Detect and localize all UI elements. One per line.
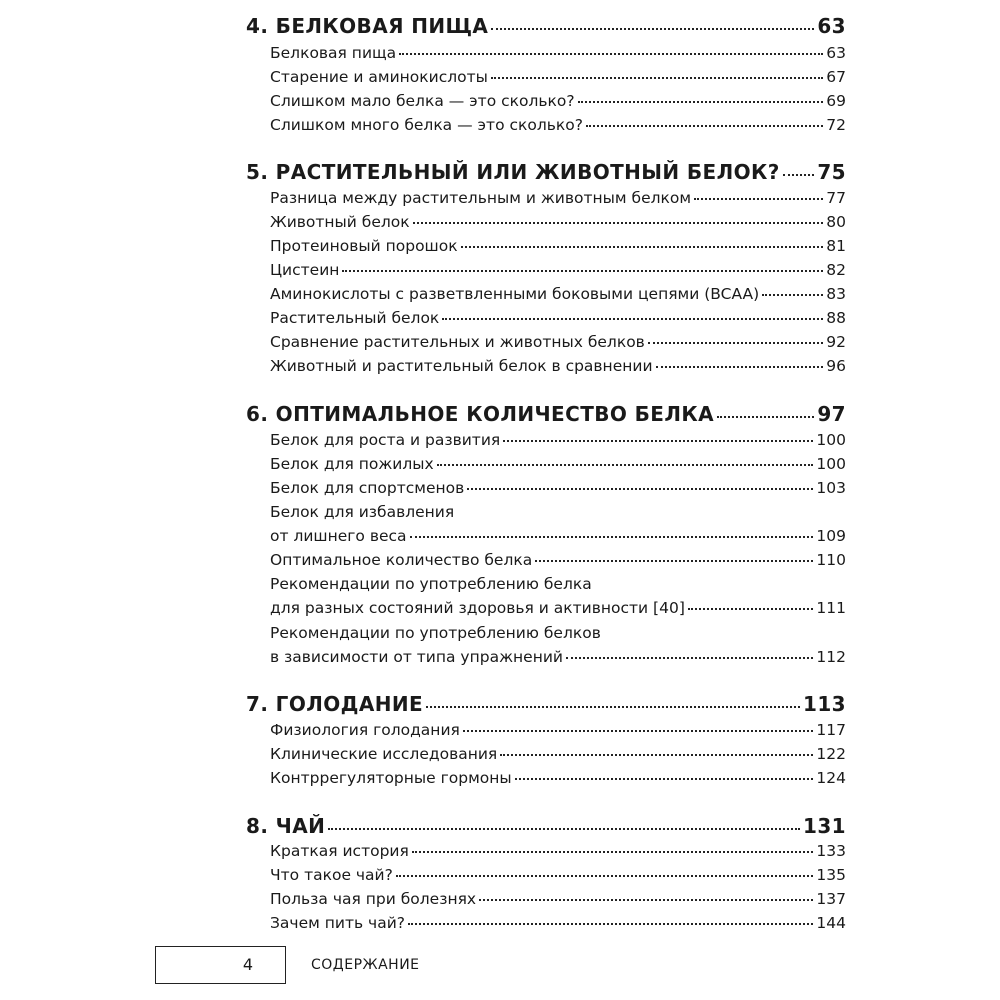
toc-entry (270, 309, 846, 331)
dot-leader (463, 730, 814, 732)
dot-leader (491, 77, 823, 79)
entry-page: 100 (816, 431, 846, 449)
dot-leader (342, 270, 823, 272)
entry-title: Животный и растительный белок в сравнении (270, 357, 653, 375)
entry-title-line1: Белок для избавления (270, 503, 455, 521)
chapter-page: 131 (803, 814, 846, 838)
toc-entry (270, 213, 846, 235)
entry-page: 82 (826, 261, 846, 279)
chapter-page: 113 (803, 692, 846, 716)
chapter-title: 4. БЕЛКОВАЯ ПИЩА (246, 14, 489, 38)
dot-leader (491, 28, 814, 30)
dot-leader (717, 416, 814, 418)
toc-entry (270, 92, 846, 114)
entry-page: 72 (826, 116, 846, 134)
entry-title: Белковая пища (270, 44, 397, 62)
dot-leader (762, 294, 823, 296)
entry-title-line1: Рекомендации по употреблению белков (270, 624, 601, 642)
entry-title: Белок для пожилых (270, 455, 434, 473)
dot-leader (503, 440, 813, 442)
entry-title: Что такое чай? (270, 866, 393, 884)
dot-leader (656, 366, 824, 368)
dot-leader (783, 174, 815, 176)
toc-entry (270, 237, 846, 259)
entry-page: 137 (816, 890, 846, 908)
dot-leader (586, 125, 823, 127)
entry-title: Белок для роста и развития (270, 431, 501, 449)
entry-page: 124 (816, 769, 846, 787)
dot-leader (578, 101, 824, 103)
dot-leader (412, 851, 814, 853)
entry-title: Цистеин (270, 261, 340, 279)
dot-leader (408, 923, 813, 925)
dot-leader (648, 342, 823, 344)
entry-page: 133 (816, 842, 846, 860)
toc-entry (270, 527, 846, 549)
dot-leader (437, 464, 814, 466)
toc-entry (270, 68, 846, 90)
entry-title: Аминокислоты с разветвленными боковыми цепями (BCAA) (270, 285, 760, 303)
entry-page: 77 (826, 189, 846, 207)
chapter-page: 75 (817, 160, 846, 184)
toc-entry (270, 890, 846, 912)
entry-page: 103 (816, 479, 846, 497)
entry-page: 110 (816, 551, 846, 569)
dot-leader (461, 246, 824, 248)
entry-title: Слишком мало белка — это сколько? (270, 92, 575, 110)
entry-title: Сравнение растительных и животных белков (270, 333, 645, 351)
page-number-box (155, 946, 286, 984)
entry-title: Польза чая при болезнях (270, 890, 477, 908)
entry-page: 117 (816, 721, 846, 739)
chapter-page: 97 (817, 402, 846, 426)
dot-leader (396, 875, 814, 877)
toc-entry (270, 769, 846, 791)
toc-chapter-7 (246, 692, 846, 718)
toc-entry (270, 455, 846, 477)
toc-chapter-6 (246, 402, 846, 428)
entry-title: Растительный белок (270, 309, 440, 327)
entry-page: 96 (826, 357, 846, 375)
entry-title: Старение и аминокислоты (270, 68, 488, 86)
dot-leader (500, 754, 813, 756)
chapter-title: 5. РАСТИТЕЛЬНЫЙ ИЛИ ЖИВОТНЫЙ БЕЛОК? (246, 160, 780, 184)
dot-leader (515, 778, 814, 780)
toc-entry (270, 866, 846, 888)
toc-entry (270, 599, 846, 621)
entry-title: от лишнего веса (270, 527, 407, 545)
dot-leader (426, 706, 800, 708)
entry-page: 80 (826, 213, 846, 231)
entry-title: Слишком много белка — это сколько? (270, 116, 583, 134)
toc-entry (270, 357, 846, 379)
toc-entry (270, 842, 846, 864)
dot-leader (694, 198, 823, 200)
dot-leader (442, 318, 823, 320)
toc-entry (270, 648, 846, 670)
entry-page: 112 (816, 648, 846, 666)
entry-page: 92 (826, 333, 846, 351)
chapter-page: 63 (817, 14, 846, 38)
dot-leader (479, 899, 813, 901)
dot-leader (410, 536, 814, 538)
dot-leader (467, 488, 813, 490)
entry-page: 63 (826, 44, 846, 62)
toc-entry (270, 261, 846, 283)
toc-entry (270, 551, 846, 573)
toc-entry (270, 479, 846, 501)
toc-chapter-8 (246, 814, 846, 840)
entry-page: 122 (816, 745, 846, 763)
toc-entry (270, 721, 846, 743)
dot-leader (399, 53, 823, 55)
entry-title: Контррегуляторные гормоны (270, 769, 512, 787)
entry-title: Физиология голодания (270, 721, 460, 739)
entry-title-line1: Рекомендации по употреблению белка (270, 575, 592, 593)
running-footer-label: СОДЕРЖАНИЕ (311, 957, 420, 973)
entry-title: Белок для спортсменов (270, 479, 465, 497)
dot-leader (328, 828, 800, 830)
entry-title: Разница между растительным и животным белком (270, 189, 692, 207)
entry-title: в зависимости от типа упражнений (270, 648, 563, 666)
chapter-title: 6. ОПТИМАЛЬНОЕ КОЛИЧЕСТВО БЕЛКА (246, 402, 714, 426)
entry-title: Краткая история (270, 842, 409, 860)
entry-title: Животный белок (270, 213, 410, 231)
toc-entry (270, 285, 846, 307)
toc-entry (270, 189, 846, 211)
entry-page: 81 (826, 237, 846, 255)
toc-entry (270, 431, 846, 453)
toc-entry (270, 116, 846, 138)
toc-entry (270, 745, 846, 767)
entry-page: 109 (816, 527, 846, 545)
chapter-title: 7. ГОЛОДАНИЕ (246, 692, 424, 716)
dot-leader (535, 560, 813, 562)
entry-page: 100 (816, 455, 846, 473)
entry-title: Клинические исследования (270, 745, 498, 763)
entry-page: 88 (826, 309, 846, 327)
dot-leader (413, 222, 824, 224)
chapter-title: 8. ЧАЙ (246, 814, 326, 838)
entry-title: Зачем пить чай? (270, 914, 406, 932)
entry-page: 69 (826, 92, 846, 110)
entry-title: Оптимальное количество белка (270, 551, 533, 569)
entry-page: 111 (816, 599, 846, 617)
entry-title: для разных состояний здоровья и активности [40] (270, 599, 685, 617)
entry-page: 83 (826, 285, 846, 303)
toc-entry (270, 44, 846, 66)
toc-entry (270, 914, 846, 936)
toc-chapter-4 (246, 14, 846, 40)
dot-leader (566, 657, 813, 659)
entry-page: 135 (816, 866, 846, 884)
page-number: 4 (242, 955, 253, 974)
entry-page: 144 (816, 914, 846, 932)
toc-chapter-5 (246, 160, 846, 186)
entry-title: Протеиновый порошок (270, 237, 458, 255)
toc-entry (270, 333, 846, 355)
entry-page: 67 (826, 68, 846, 86)
dot-leader (688, 608, 814, 610)
